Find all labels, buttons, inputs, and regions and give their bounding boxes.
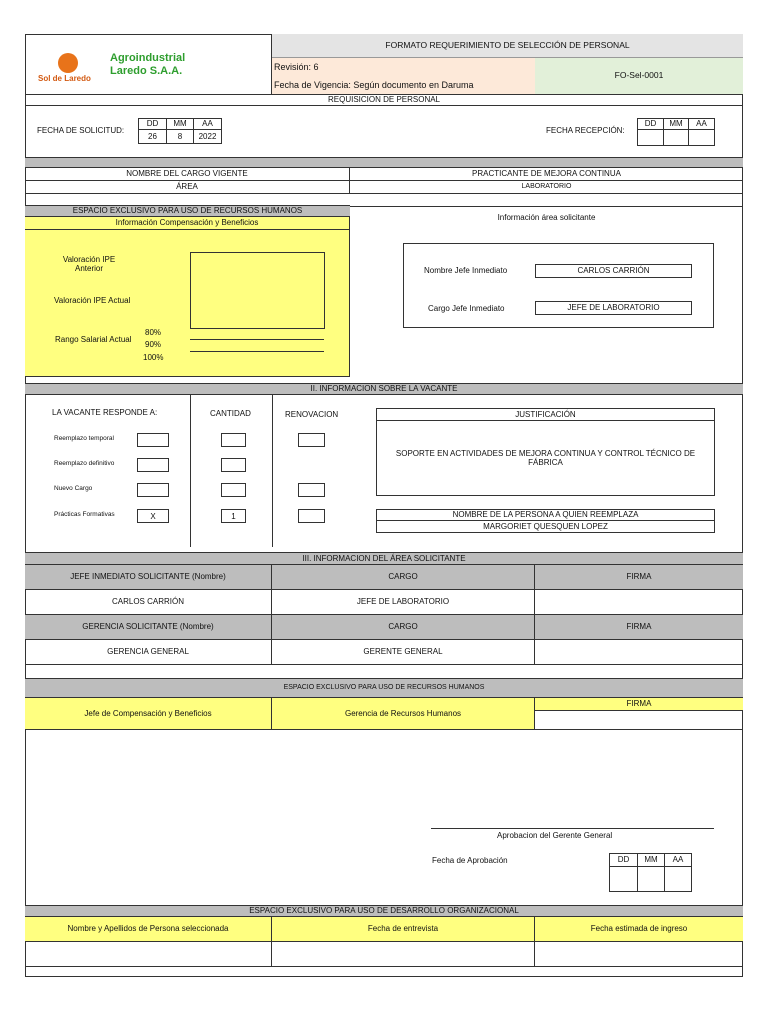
jefe-inmediato-label: Nombre Jefe Inmediato [424,266,508,276]
fecha-aprobacion-grid [609,853,692,892]
fecha-aprobacion-label: Fecha de Aprobación [432,856,508,866]
responde-checkbox[interactable]: X [137,509,169,523]
pct-80: 80% [145,328,162,338]
form-code: FO-Sel-0001 [535,58,743,94]
jefe-firma-cell[interactable] [535,590,743,615]
firma-header: FIRMA [535,698,743,711]
requisicion-title: REQUISICION DE PERSONAL [25,94,743,106]
column-divider [272,395,273,547]
company-name-line2: Laredo S.A.A. [110,65,183,77]
jefe-col-header: JEFE INMEDIATO SOLICITANTE (Nombre) [25,565,272,590]
month-field[interactable]: 8 [166,129,194,144]
cantidad-field[interactable]: 1 [221,509,246,523]
year-field[interactable] [688,129,715,146]
area-label: ÁREA [25,181,350,194]
day-field[interactable] [637,129,664,146]
month-field[interactable] [637,866,665,892]
vigencia: Fecha de Vigencia: Según documento en Daruma [272,76,535,94]
area-sol-table [25,565,743,665]
brand-name: Sol de Laredo [38,74,91,83]
ingreso-col-header: Fecha estimada de ingreso [535,917,743,942]
mm-header: MM [166,118,194,130]
aprobacion-signature-line[interactable] [431,828,714,829]
ipe-value-box[interactable] [190,252,325,329]
fecha-solicitud-grid [138,118,222,144]
form-title: FORMATO REQUERIMIENTO DE SELECCIÓN DE PERSONAL [272,34,743,58]
header [25,34,743,94]
nombre-cargo-value: PRACTICANTE DE MEJORA CONTINUA [350,168,743,181]
year-field[interactable]: 2022 [193,129,222,144]
reemplaza-field[interactable]: MARGORIET QUESQUEN LOPEZ [376,520,715,533]
firma-col-header: FIRMA [535,615,743,640]
rrhh-title: ESPACIO EXCLUSIVO PARA USO DE RECURSOS HUMANOS [25,205,350,217]
cantidad-field[interactable] [221,458,246,472]
mm-header: MM [663,118,689,130]
ipe-actual-label: Valoración IPE Actual [54,296,131,306]
fecha-solicitud-label: FECHA DE SOLICITUD: [37,126,125,136]
rango-90-line[interactable] [190,351,324,352]
cargo-jefe-label: Cargo Jefe Inmediato [428,304,505,314]
company-name-line1: Agroindustrial [110,52,186,64]
row-nuevo-cargo: Nuevo Cargo [54,485,93,493]
section-divider [25,157,743,168]
aa-header: AA [664,853,692,867]
compensation-subtitle: Información Compensación y Beneficios [25,217,349,230]
jefe-comp-cell: Jefe de Compensación y Beneficios [25,698,272,730]
dd-header: DD [609,853,638,867]
nombre-cargo-label: NOMBRE DEL CARGO VIGENTE [25,168,350,181]
gerencia-name-cell: GERENCIA GENERAL [25,640,272,665]
justificacion-label: JUSTIFICACIÓN [376,408,715,421]
dd-header: DD [637,118,664,130]
persona-col-header: Nombre y Apellidos de Persona seleccionada [25,917,272,942]
firma-cell[interactable] [535,711,743,730]
renovacion-checkbox[interactable] [298,509,325,523]
area-info-title: Información área solicitante [350,206,743,228]
logo-area [25,34,272,94]
day-field[interactable] [609,866,638,892]
fecha-recepcion-label: FECHA RECEPCIÓN: [546,126,625,136]
area-sol-title: III. INFORMACION DEL ÁREA SOLICITANTE [25,552,743,565]
entrevista-cell[interactable] [272,942,535,967]
rango-salarial-label: Rango Salarial Actual [55,335,132,345]
entrevista-col-header: Fecha de entrevista [272,917,535,942]
ingreso-cell[interactable] [535,942,743,967]
reemplaza-label: NOMBRE DE LA PERSONA A QUIEN REEMPLAZA [376,509,715,521]
cargo-col-header: CARGO [272,615,535,640]
firma-col-header: FIRMA [535,565,743,590]
responde-checkbox[interactable] [137,483,169,497]
fecha-recepcion-grid [637,118,715,146]
area-info-panel [403,243,714,328]
row-reemplazo-definitivo: Reemplazo definitivo [54,460,115,468]
row-reemplazo-temporal: Reemplazo temporal [54,435,114,443]
persona-cell[interactable] [25,942,272,967]
rrhh-compensation-panel [25,217,350,377]
year-field[interactable] [664,866,692,892]
vacante-responde-label: LA VACANTE RESPONDE A: [52,408,158,418]
cargo-jefe-field[interactable]: JEFE DE LABORATORIO [535,301,692,315]
rrhh2-title: ESPACIO EXCLUSIVO PARA USO DE RECURSOS HUMANOS [25,678,743,698]
revision: Revisión: 6 [272,58,535,76]
cantidad-field[interactable] [221,433,246,447]
aprobacion-label: Aprobacion del Gerente General [497,831,613,841]
month-field[interactable] [663,129,689,146]
renovacion-label: RENOVACION [285,410,339,420]
cantidad-field[interactable] [221,483,246,497]
justificacion-field[interactable]: SOPORTE EN ACTIVIDADES DE MEJORA CONTINUA Y CONTROL TÉCNICO DE FÁBRICA [376,420,715,496]
cargo-col-header: CARGO [272,565,535,590]
mm-header: MM [637,853,665,867]
renovacion-checkbox[interactable] [298,483,325,497]
responde-checkbox[interactable] [137,458,169,472]
area-value: LABORATORIO [350,181,743,194]
ipe-anterior-label: Valoración IPE Anterior [62,254,116,273]
gerencia-col-header: GERENCIA SOLICITANTE (Nombre) [25,615,272,640]
jefe-cargo-cell: JEFE DE LABORATORIO [272,590,535,615]
row-practicas: Prácticas Formativas [54,511,115,519]
jefe-name-cell: CARLOS CARRIÓN [25,590,272,615]
column-divider [190,395,191,547]
gerencia-rrhh-cell: Gerencia de Recursos Humanos [272,698,535,730]
pct-90: 90% [145,340,162,350]
gerencia-firma-cell[interactable] [535,640,743,665]
aa-header: AA [688,118,715,130]
vacante-title: II. INFORMACION SOBRE LA VACANTE [25,383,743,395]
rango-80-line[interactable] [190,339,324,340]
day-field[interactable]: 26 [138,129,167,144]
desarrollo-title: ESPACIO EXCLUSIVO PARA USO DE DESARROLLO ORGANIZACIONAL [25,905,743,917]
pct-100: 100% [143,353,164,363]
gerencia-cargo-cell: GERENTE GENERAL [272,640,535,665]
aa-header: AA [193,118,222,130]
sun-logo-icon [58,53,78,73]
jefe-inmediato-field[interactable]: CARLOS CARRIÓN [535,264,692,278]
dd-header: DD [138,118,167,130]
responde-checkbox[interactable] [137,433,169,447]
renovacion-checkbox[interactable] [298,433,325,447]
cantidad-label: CANTIDAD [210,409,251,419]
